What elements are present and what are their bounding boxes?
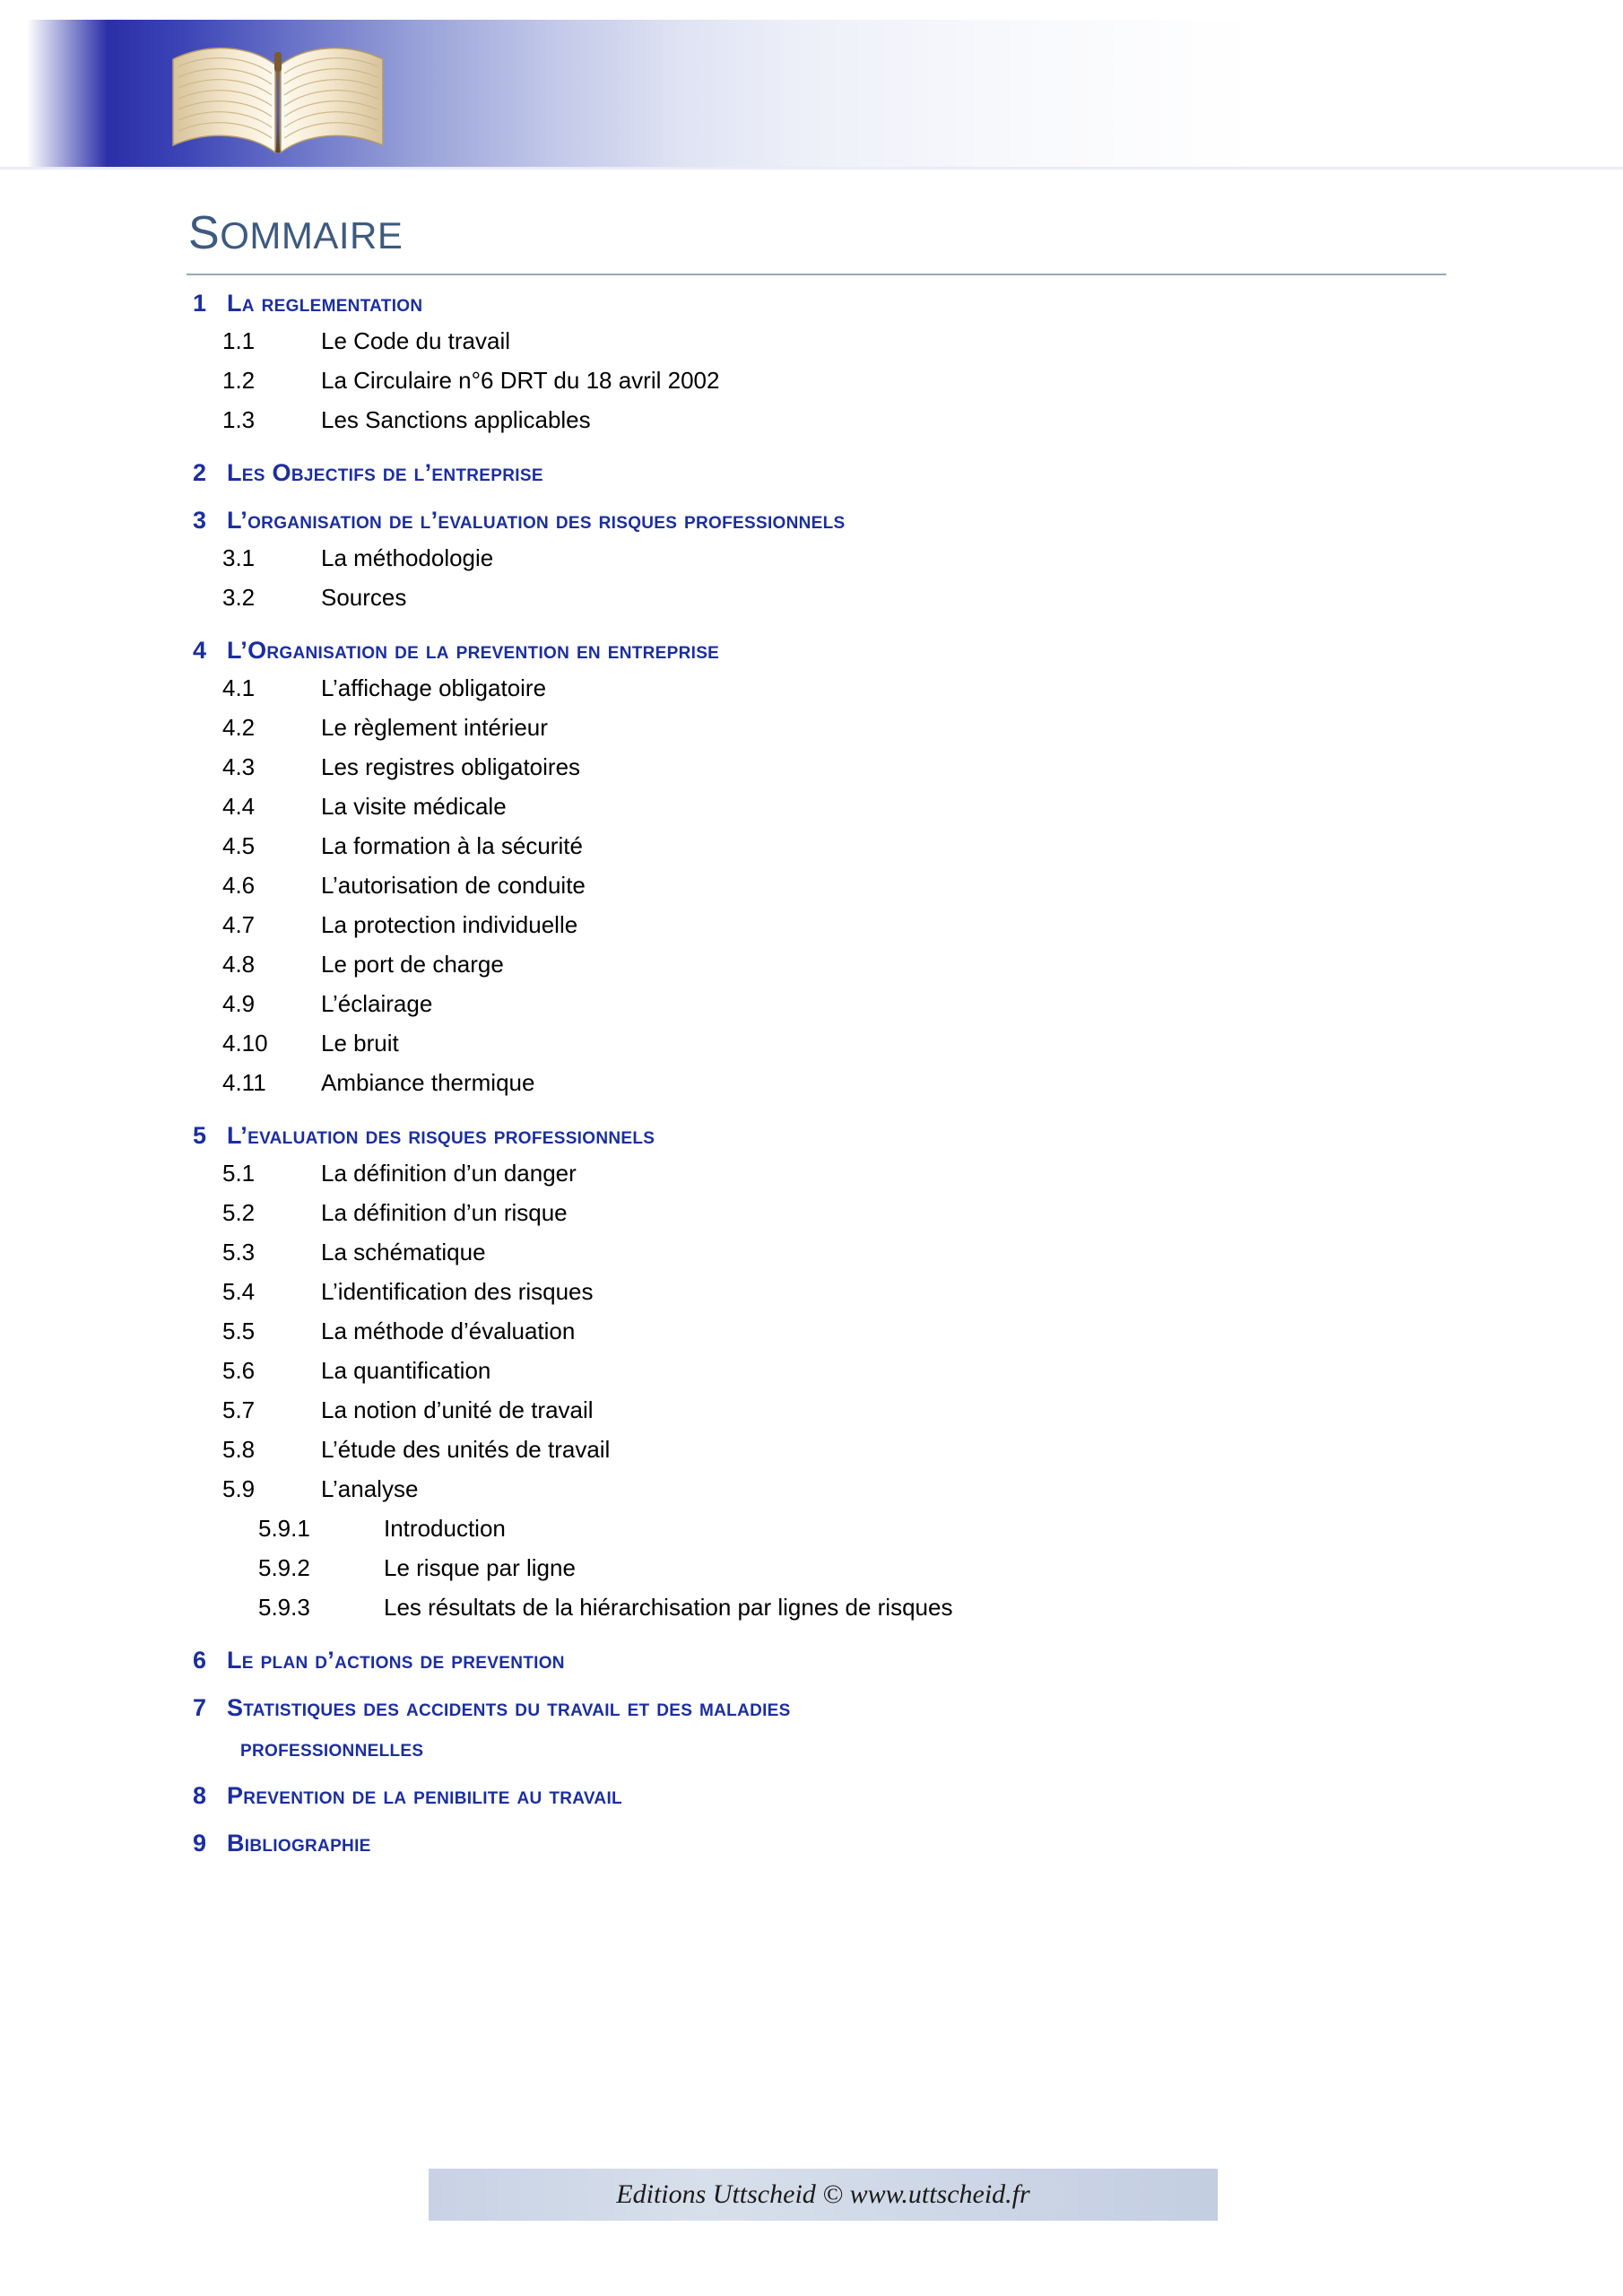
toc-label: Les Objectifs de l’entreprise bbox=[227, 459, 543, 486]
header-top-margin bbox=[0, 0, 1623, 20]
toc-entry-level2[interactable] bbox=[0, 944, 1623, 984]
toc-label: La schématique bbox=[321, 1239, 486, 1265]
toc-entry-level2[interactable] bbox=[0, 865, 1623, 905]
toc-number: 5.5 bbox=[222, 1318, 256, 1344]
toc-label: L’evaluation des risques professionnels bbox=[227, 1122, 655, 1149]
toc-label: Sources bbox=[321, 584, 407, 611]
toc-entry-level2[interactable] bbox=[0, 747, 1623, 787]
toc-number: 5.9.1 bbox=[258, 1515, 310, 1542]
toc-label: Les registres obligatoires bbox=[321, 753, 581, 780]
toc-entry-level2[interactable] bbox=[0, 1063, 1623, 1102]
page-title: SOMMAIRE bbox=[188, 207, 404, 259]
toc-label: L’éclairage bbox=[321, 990, 433, 1017]
toc-label: La reglementation bbox=[227, 290, 423, 317]
toc-number: 4.4 bbox=[222, 793, 256, 820]
toc-label: L’autorisation de conduite bbox=[321, 872, 586, 899]
toc-number: 5 bbox=[193, 1122, 207, 1149]
toc-entry-level3[interactable] bbox=[0, 1587, 1623, 1627]
toc-number: 4.6 bbox=[222, 872, 256, 899]
toc-label: L’identification des risques bbox=[321, 1278, 594, 1305]
toc-label: La Circulaire n°6 DRT du 18 avril 2002 bbox=[321, 367, 720, 394]
toc-number: 9 bbox=[193, 1830, 207, 1857]
toc-number: 4.1 bbox=[222, 674, 256, 701]
page-title-text: OMMAIRE bbox=[220, 214, 404, 257]
open-book-icon bbox=[166, 34, 390, 170]
toc-label: Statistiques des accidents du travail et des maladies bbox=[227, 1694, 791, 1721]
toc-entry-level2[interactable] bbox=[0, 1351, 1623, 1390]
toc-number: 5.1 bbox=[222, 1160, 256, 1187]
toc-number: 1.2 bbox=[222, 367, 256, 394]
toc-label: Les résultats de la hiérarchisation par lignes de risques bbox=[384, 1594, 953, 1621]
toc-number: 5.9.3 bbox=[258, 1594, 310, 1621]
toc-label: La méthodologie bbox=[321, 544, 494, 571]
toc-entry-level1[interactable] bbox=[0, 1782, 1623, 1810]
toc-entry-level2[interactable] bbox=[0, 1193, 1623, 1232]
toc-entry-level2[interactable] bbox=[0, 361, 1623, 400]
toc-entry-level2[interactable] bbox=[0, 321, 1623, 361]
toc-number: 5.4 bbox=[222, 1278, 256, 1305]
toc-entry-level2[interactable] bbox=[0, 1311, 1623, 1351]
toc-entry-level2[interactable] bbox=[0, 1469, 1623, 1509]
toc-number: 5.9.2 bbox=[258, 1554, 310, 1581]
toc-entry-level2[interactable] bbox=[0, 538, 1623, 578]
toc-number: 3.2 bbox=[222, 584, 256, 611]
toc-number: 2 bbox=[193, 459, 207, 486]
toc-number: 7 bbox=[193, 1694, 207, 1721]
toc-label: Le Code du travail bbox=[321, 327, 511, 354]
toc-number: 3 bbox=[193, 507, 207, 534]
toc-entry-level2[interactable] bbox=[0, 1232, 1623, 1272]
toc-entry-level2[interactable] bbox=[0, 708, 1623, 747]
toc-entry-level1[interactable] bbox=[0, 637, 1623, 665]
toc-number: 4.8 bbox=[222, 951, 256, 978]
toc-label: L’étude des unités de travail bbox=[321, 1436, 611, 1463]
toc-number: 5.7 bbox=[222, 1396, 256, 1423]
toc-entry-level2[interactable] bbox=[0, 1023, 1623, 1063]
toc-number: 1.1 bbox=[222, 327, 256, 354]
toc-entry-level1[interactable] bbox=[0, 1122, 1623, 1150]
toc-number: 4.11 bbox=[222, 1069, 266, 1096]
toc-label: L’analyse bbox=[321, 1475, 419, 1502]
toc-entry-level3[interactable] bbox=[0, 1509, 1623, 1548]
toc-label: La formation à la sécurité bbox=[321, 832, 583, 859]
page-footer bbox=[429, 2169, 1218, 2221]
toc-number: 5.8 bbox=[222, 1436, 256, 1463]
toc-entry-level2[interactable] bbox=[0, 668, 1623, 708]
toc-label: Le bruit bbox=[321, 1030, 399, 1057]
toc-label: Prevention de la penibilite au travail bbox=[227, 1782, 622, 1809]
toc-entry-level2[interactable] bbox=[0, 1390, 1623, 1430]
toc-entry-level2[interactable] bbox=[0, 787, 1623, 826]
toc-label: Bibliographie bbox=[227, 1830, 371, 1857]
toc-label: Les Sanctions applicables bbox=[321, 406, 591, 433]
title-divider bbox=[187, 274, 1446, 275]
toc-entry-level2[interactable] bbox=[0, 1153, 1623, 1193]
toc-number: 5.2 bbox=[222, 1199, 256, 1226]
toc-number: 4 bbox=[193, 637, 207, 664]
toc-label: La protection individuelle bbox=[321, 911, 578, 938]
toc-entry-level2[interactable] bbox=[0, 1430, 1623, 1469]
toc-entry-level2[interactable] bbox=[0, 400, 1623, 439]
toc-label-continuation: professionnelles bbox=[240, 1735, 424, 1761]
table-of-contents bbox=[0, 290, 1623, 1861]
toc-label: La quantification bbox=[321, 1357, 491, 1384]
toc-entry-level1[interactable] bbox=[0, 290, 1623, 317]
toc-label: Le plan d’actions de prevention bbox=[227, 1647, 565, 1674]
toc-number: 8 bbox=[193, 1782, 207, 1809]
toc-label: La méthode d’évaluation bbox=[321, 1318, 576, 1344]
toc-label: La notion d’unité de travail bbox=[321, 1396, 594, 1423]
toc-number: 4.2 bbox=[222, 714, 256, 741]
toc-number: 4.10 bbox=[222, 1030, 268, 1057]
toc-label: Introduction bbox=[384, 1515, 506, 1542]
toc-entry-level1[interactable] bbox=[0, 507, 1623, 535]
toc-number: 4.9 bbox=[222, 990, 256, 1017]
toc-label: La définition d’un risque bbox=[321, 1199, 568, 1226]
toc-label: Le risque par ligne bbox=[384, 1554, 576, 1581]
toc-label: L’Organisation de la prevention en entreprise bbox=[227, 637, 720, 664]
toc-entry-level1[interactable] bbox=[0, 1647, 1623, 1674]
toc-number: 3.1 bbox=[222, 544, 256, 571]
toc-number: 1.3 bbox=[222, 406, 256, 433]
toc-number: 1 bbox=[193, 290, 207, 317]
toc-entry-level2[interactable] bbox=[0, 905, 1623, 944]
toc-number: 4.3 bbox=[222, 753, 256, 780]
toc-label: La visite médicale bbox=[321, 793, 507, 820]
toc-number: 5.9 bbox=[222, 1475, 256, 1502]
toc-entry-level2[interactable] bbox=[0, 578, 1623, 617]
toc-entry-level3[interactable] bbox=[0, 1548, 1623, 1587]
toc-label: Le règlement intérieur bbox=[321, 714, 548, 741]
toc-entry-level2[interactable] bbox=[0, 984, 1623, 1023]
toc-number: 6 bbox=[193, 1647, 207, 1674]
toc-entry-level1[interactable] bbox=[0, 1830, 1623, 1857]
toc-entry-level1[interactable] bbox=[0, 1694, 1623, 1722]
toc-label: L’organisation de l’evaluation des risques professionnels bbox=[227, 507, 846, 534]
toc-label: La définition d’un danger bbox=[321, 1160, 577, 1187]
toc-entry-level2[interactable] bbox=[0, 826, 1623, 865]
toc-number: 4.7 bbox=[222, 911, 256, 938]
toc-number: 5.3 bbox=[222, 1239, 256, 1265]
toc-label: L’affichage obligatoire bbox=[321, 674, 547, 701]
toc-entry-level2[interactable] bbox=[0, 1272, 1623, 1311]
footer-text: Editions Uttscheid © www.uttscheid.fr bbox=[616, 2179, 1030, 2209]
toc-number: 4.5 bbox=[222, 832, 256, 859]
toc-label: Le port de charge bbox=[321, 951, 504, 978]
toc-number: 5.6 bbox=[222, 1357, 256, 1384]
toc-label: Ambiance thermique bbox=[321, 1069, 535, 1096]
toc-entry-level1[interactable] bbox=[0, 459, 1623, 487]
